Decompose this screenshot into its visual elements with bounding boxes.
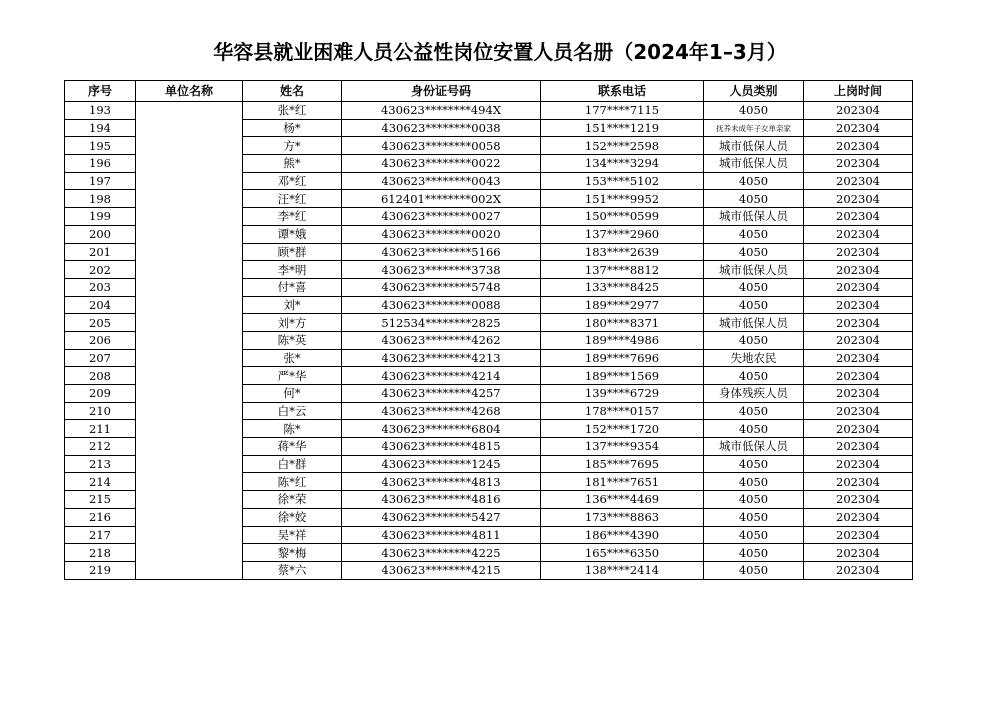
cell-name: 蒋*华 [243,438,342,456]
cell-name: 白*云 [243,402,342,420]
header-unit: 单位名称 [136,81,243,102]
cell-phone: 134****3294 [541,155,704,173]
cell-type: 4050 [704,296,804,314]
cell-seq: 203 [65,278,136,296]
cell-name: 陈*红 [243,473,342,491]
cell-type: 城市低保人员 [704,261,804,279]
cell-name: 陈*英 [243,331,342,349]
cell-name: 顾*群 [243,243,342,261]
cell-seq: 205 [65,314,136,332]
cell-id: 430623********4215 [342,561,541,579]
cell-phone: 186****4390 [541,526,704,544]
cell-id: 430623********0043 [342,172,541,190]
cell-phone: 173****8863 [541,508,704,526]
cell-phone: 150****0599 [541,208,704,226]
cell-seq: 218 [65,544,136,562]
cell-phone: 153****5102 [541,172,704,190]
cell-type: 4050 [704,491,804,509]
cell-time: 202304 [804,190,913,208]
cell-time: 202304 [804,225,913,243]
cell-id: 430623********4816 [342,491,541,509]
cell-phone: 152****2598 [541,137,704,155]
cell-id: 430623********0022 [342,155,541,173]
cell-phone: 133****8425 [541,278,704,296]
cell-name: 方* [243,137,342,155]
cell-seq: 200 [65,225,136,243]
cell-id: 430623********4225 [342,544,541,562]
cell-phone: 177****7115 [541,102,704,120]
cell-time: 202304 [804,438,913,456]
cell-name: 付*喜 [243,278,342,296]
cell-type: 4050 [704,190,804,208]
cell-time: 202304 [804,349,913,367]
cell-type: 4050 [704,243,804,261]
cell-phone: 189****1569 [541,367,704,385]
cell-name: 邓*红 [243,172,342,190]
cell-id: 430623********5166 [342,243,541,261]
cell-name: 何* [243,385,342,403]
cell-name: 李*红 [243,208,342,226]
cell-seq: 202 [65,261,136,279]
cell-time: 202304 [804,155,913,173]
cell-type: 4050 [704,455,804,473]
cell-name: 张*红 [243,102,342,120]
cell-seq: 216 [65,508,136,526]
cell-seq: 196 [65,155,136,173]
cell-time: 202304 [804,508,913,526]
cell-name: 徐*姣 [243,508,342,526]
table-row [65,102,913,120]
cell-phone: 137****9354 [541,438,704,456]
cell-time: 202304 [804,314,913,332]
cell-type: 城市低保人员 [704,155,804,173]
cell-phone: 152****1720 [541,420,704,438]
cell-time: 202304 [804,420,913,438]
cell-type: 4050 [704,278,804,296]
cell-id: 512534********2825 [342,314,541,332]
cell-time: 202304 [804,561,913,579]
cell-seq: 195 [65,137,136,155]
cell-unit [136,102,243,580]
cell-time: 202304 [804,243,913,261]
cell-seq: 213 [65,455,136,473]
cell-seq: 197 [65,172,136,190]
cell-type: 抚养未成年子女单亲家 [704,119,804,137]
cell-seq: 208 [65,367,136,385]
cell-type: 城市低保人员 [704,438,804,456]
cell-type: 城市低保人员 [704,137,804,155]
cell-name: 李*明 [243,261,342,279]
cell-seq: 207 [65,349,136,367]
cell-id: 430623********5427 [342,508,541,526]
cell-id: 430623********3738 [342,261,541,279]
cell-phone: 189****2977 [541,296,704,314]
cell-seq: 217 [65,526,136,544]
cell-name: 徐*荣 [243,491,342,509]
cell-name: 谭*娥 [243,225,342,243]
cell-id: 430623********4811 [342,526,541,544]
cell-id: 430623********4213 [342,349,541,367]
header-id: 身份证号码 [342,81,541,102]
cell-id: 430623********4268 [342,402,541,420]
cell-type: 4050 [704,473,804,491]
cell-time: 202304 [804,261,913,279]
cell-seq: 201 [65,243,136,261]
cell-time: 202304 [804,208,913,226]
cell-name: 张* [243,349,342,367]
cell-name: 蔡*六 [243,561,342,579]
header-name: 姓名 [243,81,342,102]
cell-time: 202304 [804,278,913,296]
cell-id: 430623********5748 [342,278,541,296]
header-row [65,81,913,102]
cell-phone: 183****2639 [541,243,704,261]
cell-type: 城市低保人员 [704,208,804,226]
cell-type: 4050 [704,544,804,562]
cell-id: 430623********4813 [342,473,541,491]
cell-time: 202304 [804,544,913,562]
cell-type: 4050 [704,508,804,526]
cell-time: 202304 [804,296,913,314]
cell-phone: 181****7651 [541,473,704,491]
header-time: 上岗时间 [804,81,913,102]
cell-name: 严*华 [243,367,342,385]
cell-id: 612401********002X [342,190,541,208]
cell-name: 刘* [243,296,342,314]
header-type: 人员类别 [704,81,804,102]
cell-id: 430623********4815 [342,438,541,456]
cell-time: 202304 [804,331,913,349]
cell-id: 430623********494X [342,102,541,120]
cell-time: 202304 [804,491,913,509]
cell-name: 吴*祥 [243,526,342,544]
cell-seq: 209 [65,385,136,403]
cell-phone: 139****6729 [541,385,704,403]
cell-phone: 137****2960 [541,225,704,243]
header-seq: 序号 [65,81,136,102]
cell-type: 4050 [704,367,804,385]
cell-type: 4050 [704,526,804,544]
cell-phone: 137****8812 [541,261,704,279]
cell-phone: 165****6350 [541,544,704,562]
cell-phone: 178****0157 [541,402,704,420]
roster-table [64,80,913,580]
cell-time: 202304 [804,102,913,120]
cell-name: 刘*方 [243,314,342,332]
cell-time: 202304 [804,137,913,155]
cell-seq: 212 [65,438,136,456]
cell-phone: 136****4469 [541,491,704,509]
cell-type: 4050 [704,331,804,349]
cell-seq: 194 [65,119,136,137]
cell-id: 430623********6804 [342,420,541,438]
cell-time: 202304 [804,367,913,385]
cell-seq: 219 [65,561,136,579]
cell-phone: 151****1219 [541,119,704,137]
roster-body [65,102,913,580]
cell-phone: 138****2414 [541,561,704,579]
cell-type: 4050 [704,561,804,579]
cell-id: 430623********0020 [342,225,541,243]
cell-time: 202304 [804,402,913,420]
cell-name: 杨* [243,119,342,137]
cell-id: 430623********0027 [342,208,541,226]
cell-name: 熊* [243,155,342,173]
cell-time: 202304 [804,455,913,473]
header-phone: 联系电话 [541,81,704,102]
cell-seq: 204 [65,296,136,314]
cell-seq: 206 [65,331,136,349]
cell-id: 430623********0058 [342,137,541,155]
cell-time: 202304 [804,172,913,190]
cell-phone: 185****7695 [541,455,704,473]
cell-type: 城市低保人员 [704,314,804,332]
cell-phone: 189****4986 [541,331,704,349]
cell-phone: 180****8371 [541,314,704,332]
page-title: 华容县就业困难人员公益性岗位安置人员名册（2024年1–3月） [213,40,787,64]
cell-id: 430623********4214 [342,367,541,385]
cell-type: 4050 [704,172,804,190]
cell-seq: 215 [65,491,136,509]
cell-id: 430623********0088 [342,296,541,314]
cell-type: 失地农民 [704,349,804,367]
cell-id: 430623********0038 [342,119,541,137]
cell-id: 430623********4262 [342,331,541,349]
cell-time: 202304 [804,526,913,544]
cell-seq: 199 [65,208,136,226]
cell-phone: 189****7696 [541,349,704,367]
cell-id: 430623********1245 [342,455,541,473]
cell-time: 202304 [804,119,913,137]
cell-name: 陈* [243,420,342,438]
cell-type: 4050 [704,402,804,420]
cell-type: 4050 [704,225,804,243]
cell-type: 4050 [704,420,804,438]
cell-seq: 210 [65,402,136,420]
cell-phone: 151****9952 [541,190,704,208]
cell-name: 汪*红 [243,190,342,208]
cell-id: 430623********4257 [342,385,541,403]
cell-seq: 198 [65,190,136,208]
cell-type: 身体残疾人员 [704,385,804,403]
cell-seq: 193 [65,102,136,120]
cell-type: 4050 [704,102,804,120]
cell-time: 202304 [804,385,913,403]
cell-seq: 214 [65,473,136,491]
cell-name: 白*群 [243,455,342,473]
cell-name: 黎*梅 [243,544,342,562]
cell-seq: 211 [65,420,136,438]
cell-time: 202304 [804,473,913,491]
